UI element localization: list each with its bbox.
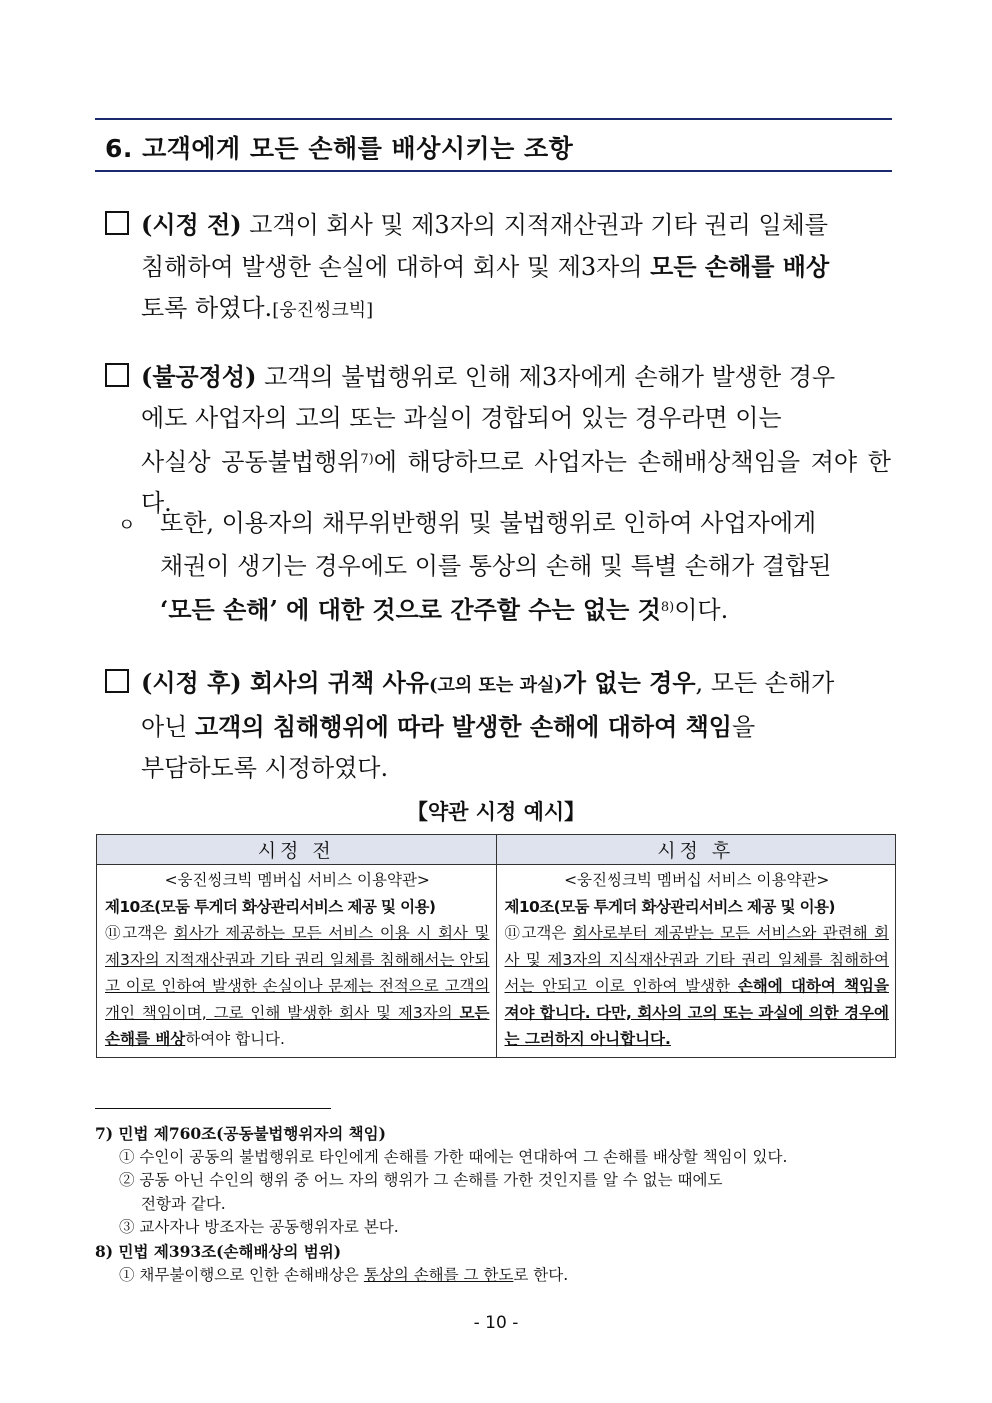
bullet-paragraph: ㅇ 또한, 이용자의 채무위반행위 및 불법행위로 인하여 사업자에게 채권이 생기는 경우에도 이를 통상의 손해 및 특별 손해가 결합된 ‘모든 손해’ 에 대한 것으로 간주할 수는 없는 것$^{8)}$이다. xyxy=(118,503,890,631)
correction-example-table xyxy=(96,834,896,1058)
column-header-after: 시정 후 xyxy=(496,835,896,865)
footnote-divider xyxy=(95,1108,331,1109)
cell-before: <웅진씽크빅 멤버십 서비스 이용약관> 제10조(모둠 투게더 화상관리서비스 제공 및 이용) ⑪고객은 회사가 제공하는 모든 서비스 이용 시 회사 및 제3자의 지적재산권과 기타 권리 일체를 침해해서는 안되고 이로 인하여 발생한 손실이나 문제는 전적으로 고객의 개인 책임이며, 그로 인해 발생한 회사 및 제3자의 모든 손해를 배상하여야 합니다. xyxy=(97,865,497,1058)
checkbox-square-icon xyxy=(105,669,129,693)
section-title: 6. 고객에게 모든 손해를 배상시키는 조항 xyxy=(105,134,574,163)
label-before: (시정 전) xyxy=(141,210,242,239)
checkbox-square-icon xyxy=(105,211,129,235)
footnote-7: 7) 민법 제760조(공동불법행위자의 책임) ① 수인이 공동의 불법행위로 타인에게 손해를 가한 때에는 연대하여 그 손해를 배상할 책임이 있다. ② 공동 아닌 수인의 행위 중 어느 자의 행위가 그 손해를 가한 것인지를 알 수 없는 때에도 전항과 같다. ③ 교사자나 방조자는 공동행위자로 본다. xyxy=(95,1124,788,1236)
footnote-ref-8[interactable]: 8) xyxy=(660,600,675,615)
checkbox-square-icon xyxy=(105,363,129,387)
paragraph-unfairness: (불공정성) 고객의 불법행위로 인해 제3자에게 손해가 발생한 경우 에도 사업자의 고의 또는 과실이 경합되어 있는 경우라면 이는 사실상 공동불법행위$^{7)}$에 해당하므로 사업자는 손해배상책임을 져야 한다. xyxy=(105,356,891,524)
page-number: - 10 - xyxy=(473,1313,519,1333)
label-unfairness: (불공정성) xyxy=(141,362,257,391)
column-header-before: 시정 전 xyxy=(97,835,497,865)
footnote-8: 8) 민법 제393조(손해배상의 범위) ① 채무불이행으로 인한 손해배상은 통상의 손해를 그 한도로 한다. xyxy=(95,1242,569,1284)
footnote-ref-7[interactable]: 7) xyxy=(360,452,374,467)
cell-after: <웅진씽크빅 멤버십 서비스 이용약관> 제10조(모둠 투게더 화상관리서비스 제공 및 이용) ⑪고객은 회사로부터 제공받는 모든 서비스와 관련해 회사 및 제3자의 지식재산권과 기타 권리 일체를 침해하여서는 안되고 이로 인하여 발생한 손해에 대하여 책임을 져야 합니다. 다만, 회사의 고의 또는 과실에 의한 경우에는 그러하지 아니합니다. xyxy=(496,865,896,1058)
paragraph-after-correction: (시정 후) 회사의 귀책 사유(고의 또는 과실)가 없는 경우, 모든 손해가 아닌 고객의 침해행위에 따라 발생한 손해에 대하여 책임을 부담하도록 시정하였다. xyxy=(105,662,891,789)
paragraph-before-correction: (시정 전) 고객이 회사 및 제3자의 지적재산권과 기타 권리 일체를 침해하여 발생한 손실에 대하여 회사 및 제3자의 모든 손해를 배상 토록 하였다.[웅진씽크빅] xyxy=(105,204,891,331)
section-heading xyxy=(95,118,892,172)
table-title: 【약관 시정 예시】 xyxy=(406,800,586,824)
bullet-marker: ㅇ xyxy=(118,515,136,536)
